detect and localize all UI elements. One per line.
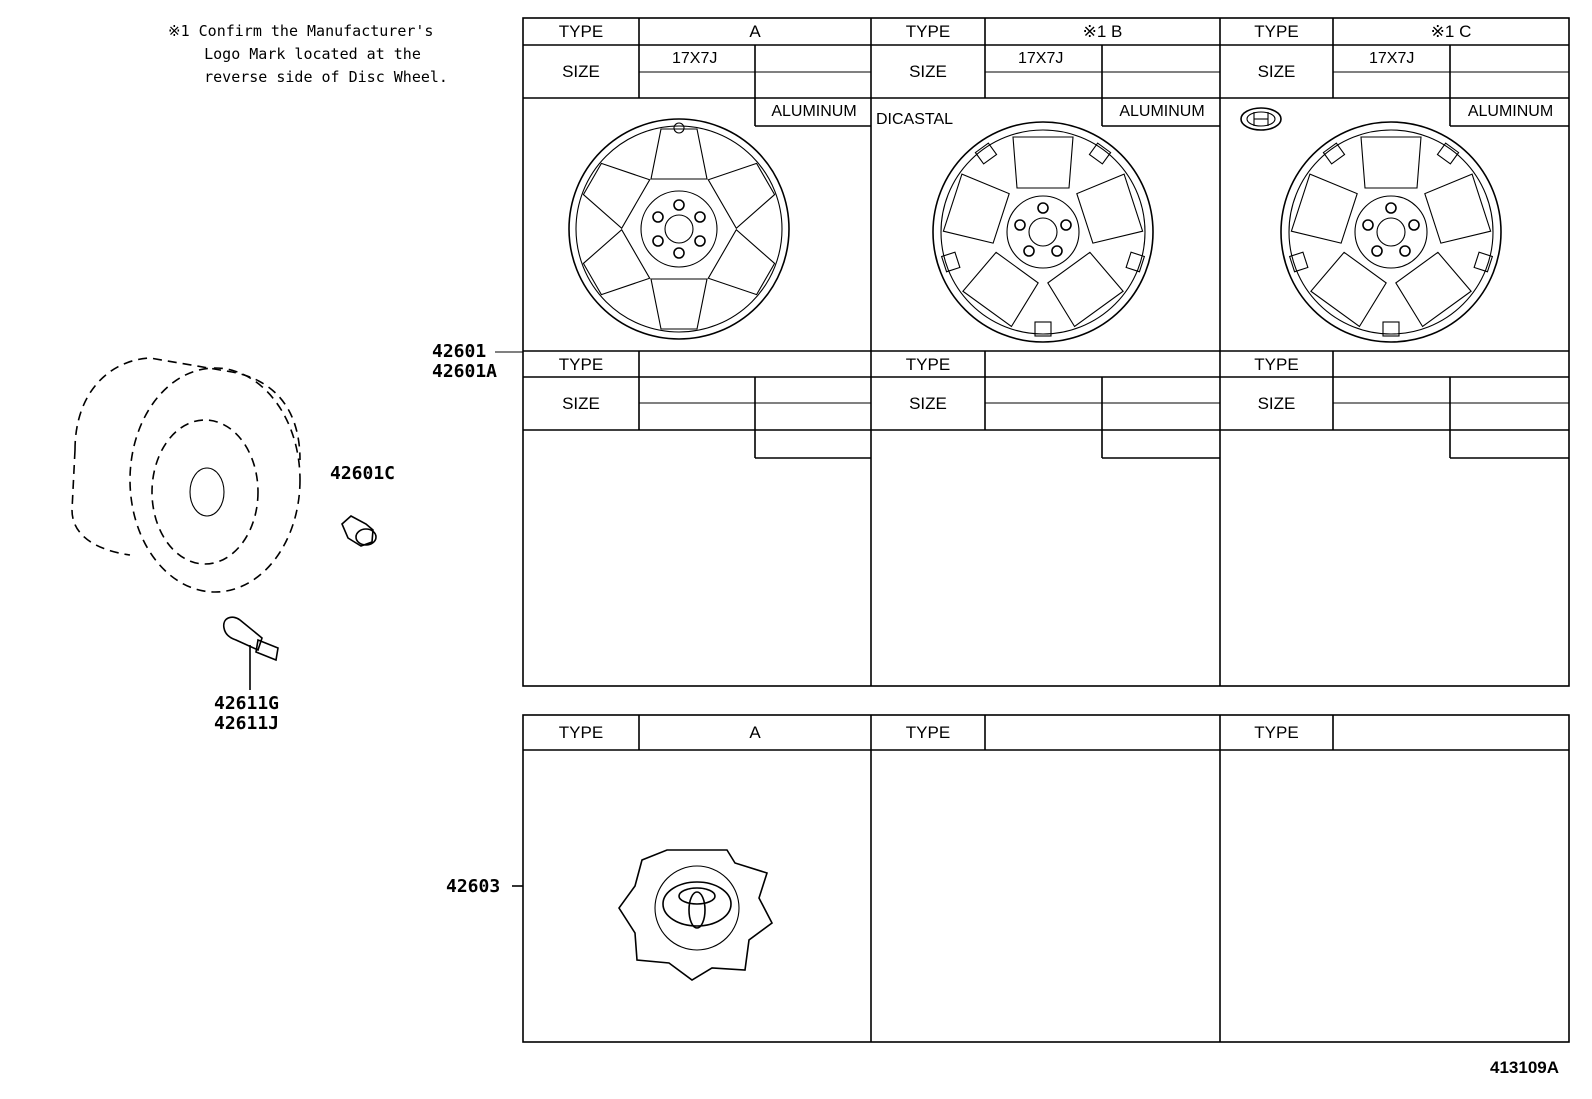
type-value-b: ※1 B [1082, 22, 1123, 41]
part-number-valve-2[interactable]: 42611J [214, 713, 280, 734]
lower-type-label-a: TYPE [558, 355, 604, 374]
type-label-c: TYPE [1254, 22, 1299, 41]
part-number-wheel-2[interactable]: 42601A [432, 361, 498, 382]
maker-b: DICASTAL [876, 111, 954, 128]
lower-size-label-b: SIZE [909, 394, 947, 413]
note-line-3: reverse side of Disc Wheel. [204, 68, 448, 86]
part-number-wheel-1[interactable]: 42601 [432, 341, 487, 362]
size-label-c: SIZE [1257, 62, 1296, 81]
size-value-c: 17X7J [1369, 50, 1415, 67]
part-number-valve[interactable] [214, 694, 279, 734]
type-value-c: ※1 C [1430, 22, 1472, 41]
wheel-type-c-illustration [1281, 122, 1501, 342]
type-label-b: TYPE [905, 22, 951, 41]
type-value-a: A [749, 22, 761, 41]
lower-size-label-c: SIZE [1257, 394, 1296, 413]
center-cap-illustration [619, 850, 772, 980]
material-a: ALUMINUM [771, 103, 857, 120]
logo-mark-note [168, 20, 448, 89]
wheel-type-b-illustration [933, 122, 1153, 342]
diagram-id: 413109A [1490, 1058, 1560, 1077]
note-line-2: Logo Mark located at the [204, 45, 421, 63]
manufacturer-logo-mark-icon [1241, 108, 1281, 130]
size-label-b: SIZE [909, 62, 947, 81]
part-number-cap[interactable]: 42603 [446, 876, 501, 897]
tire-wheel-phantom-illustration [72, 358, 300, 592]
lower-type-label-b: TYPE [905, 355, 951, 374]
material-c: ALUMINUM [1467, 103, 1554, 120]
lower-size-label-a: SIZE [562, 394, 600, 413]
size-value-a: 17X7J [672, 50, 718, 67]
size-value-b: 17X7J [1018, 50, 1064, 67]
note-mark: ※1 [168, 22, 190, 40]
material-b: ALUMINUM [1119, 103, 1205, 120]
hub-nut-illustration [342, 516, 376, 546]
leader-lines [495, 352, 523, 886]
cap-type-value-a: A [749, 723, 761, 742]
cap-type-label-a: TYPE [558, 723, 604, 742]
lower-type-label-c: TYPE [1254, 355, 1299, 374]
size-label-a: SIZE [562, 62, 600, 81]
cap-table-grid [523, 715, 1569, 1042]
type-label-a: TYPE [558, 22, 604, 41]
wheel-type-a-illustration [569, 119, 789, 339]
cap-type-label-c: TYPE [1254, 723, 1299, 742]
note-line-1: Confirm the Manufacturer's [198, 22, 434, 40]
cap-type-label-b: TYPE [905, 723, 951, 742]
part-number-valve-1[interactable]: 42611G [214, 693, 280, 714]
part-number-wheel[interactable] [432, 342, 497, 382]
valve-illustration [224, 617, 278, 690]
part-number-nut[interactable]: 42601C [330, 463, 396, 484]
wheel-table-grid [523, 18, 1569, 686]
